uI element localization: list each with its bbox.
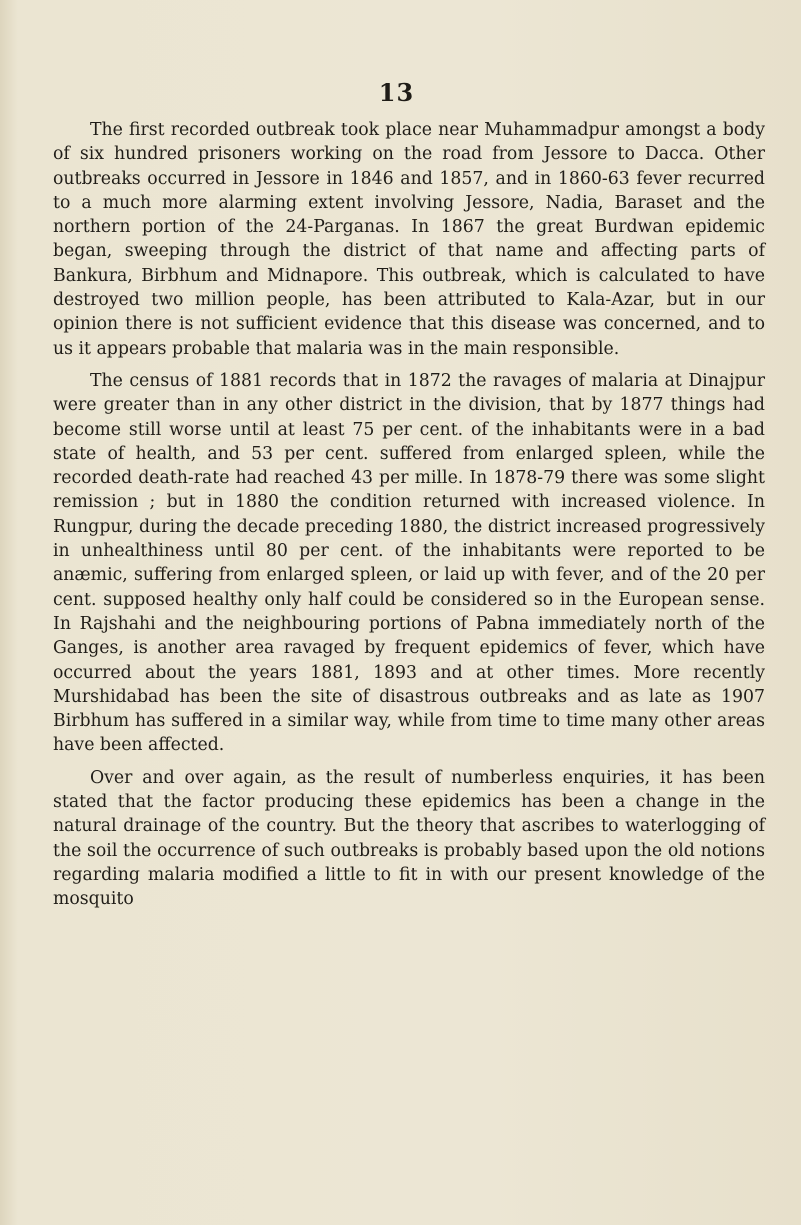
paragraph: The census of 1881 records that in 1872 the ravages of malaria at Dinajpur were greater than in any other district in the division, that by 1877 things had become still worse until at least 75 per cent. of the inhabitants were in a bad state of health, and 53 per cent. suffered from enlarged spleen, while the recorded death-rate had reached 43 per mille. In 1878-79 there was some slight remission ; but in 1880 the condition returned with increased violence. In Rungpur, during the decade preceding 1880, the district increased progressively in unhealthiness until 80 per cent. of the inhabitants were reported to be anæmic, suffering from enlarged spleen, or laid up with fever, and of the 20 per cent. supposed healthy only half could be considered so in the European sense. In Rajshahi and the neighbouring portions of Pabna immediately north of the Ganges, is another area ravaged by frequent epidemics of fever, which have occurred about the years 1881, 1893 and at other times. More recently Murshidabad has been the site of disastrous outbreaks and as late as 1907 Birbhum has suffered in a similar way, while from time to time many other areas have been affected. bbox=[53, 370, 765, 756]
page-number: 13 bbox=[378, 78, 415, 107]
paragraph: The first recorded outbreak took place near Muhammadpur amongst a body of six hundred prisoners working on the road from Jessore to Dacca. Other outbreaks occurred in Jessore in 1846 and 1857, and in 1860-63 fever recurred to a much more alarming extent involving Jessore, Nadia, Baraset and the northern portion of the 24-Parganas. In 1867 the great Burdwan epidemic began, sweeping through the district of that name and affecting parts of Bankura, Birbhum and Midnapore. This outbreak, which is calculated to have destroyed two million people, has been attributed to Kala-Azar, but in our opinion there is not sufficient evidence that this disease was concerned, and to us it appears probable that malaria was in the main responsible. bbox=[53, 120, 765, 359]
paragraph: Over and over again, as the result of numberless enquiries, it has been stated that the factor producing these epidemics has been a change in the natural drainage of the country. But the theory that ascribes to waterlogging of the soil the occurrence of such outbreaks is probably based upon the old notions regarding malaria modified a little to fit in with our present knowledge of the mosquito bbox=[53, 767, 765, 910]
body-text bbox=[53, 118, 765, 912]
